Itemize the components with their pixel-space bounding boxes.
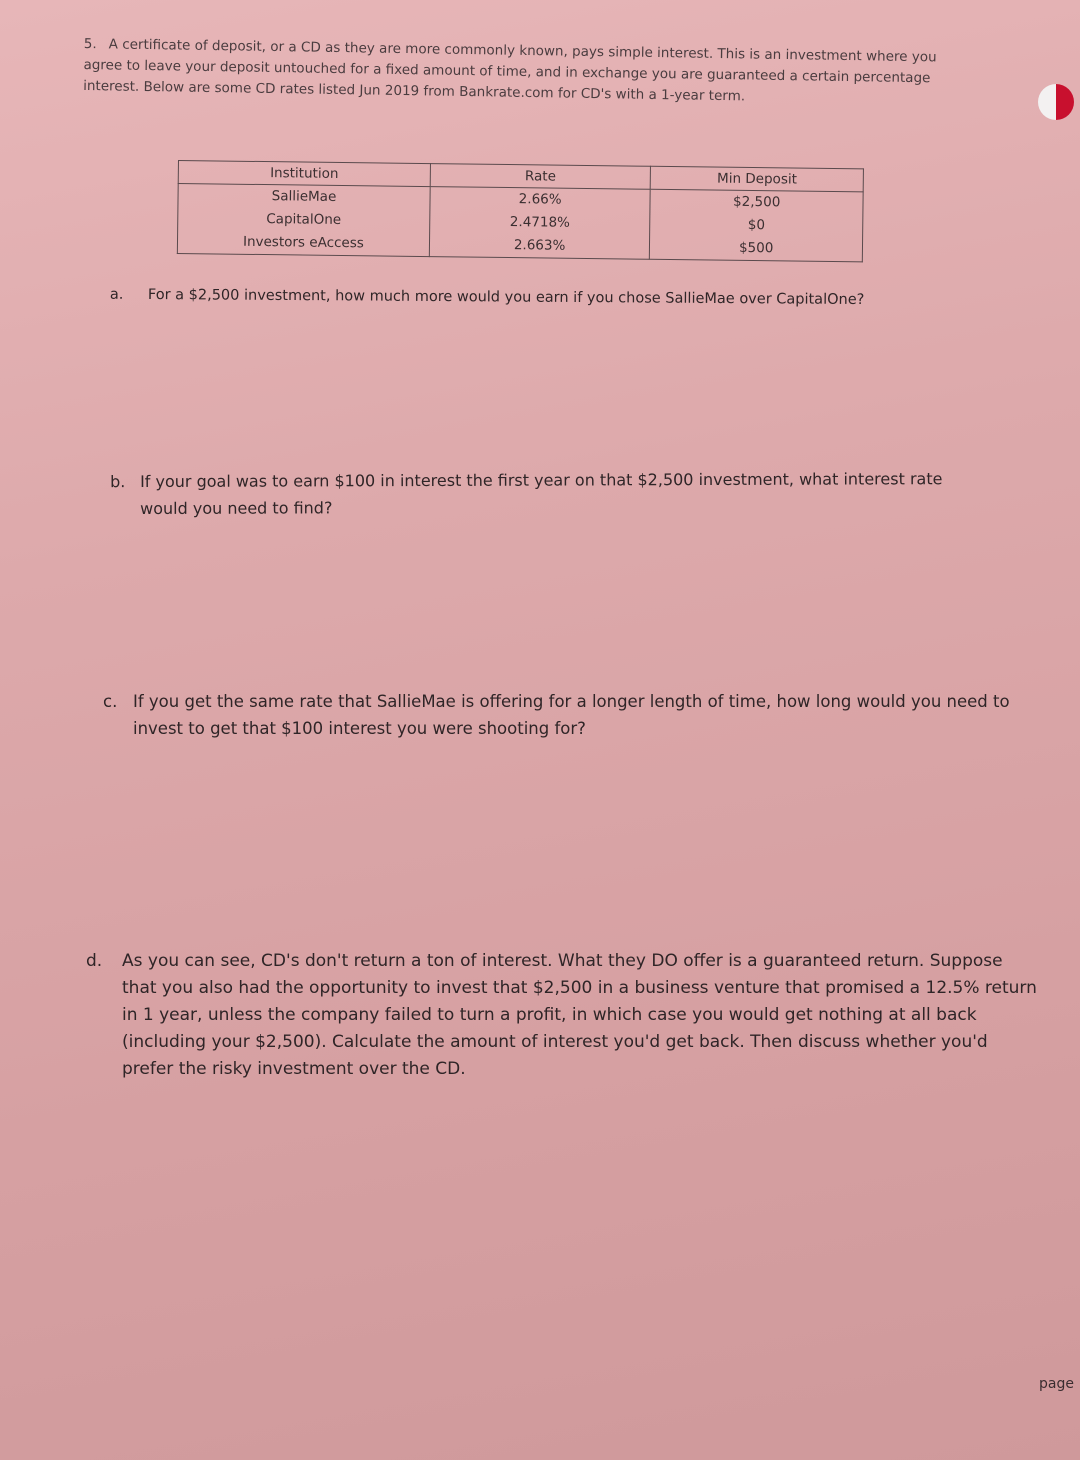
question-label: c. — [103, 692, 118, 711]
question-label: a. — [109, 286, 124, 303]
header-rate: Rate — [430, 164, 651, 190]
cd-rates-table — [177, 160, 864, 262]
problem-intro-text: A certificate of deposit, or a CD as they are more commonly known, pays simple interest. This is an investment where you agree to leave your deposit untouched for a fixed amount of time, and in exchange you are guaranteed a certain percentage interest. Below are some CD rates listed Jun 2019 from Bankrate.com for CD's with a 1-year term. — [83, 36, 937, 105]
table-cell: $0 — [747, 216, 766, 234]
table-cell: 2.4718% — [509, 214, 571, 231]
question-text: As you can see, CD's don't return a ton of interest. What they DO offer is a guaranteed return. Suppose that you also had the opportunity to invest that $2,500 in a business venture that promised a 12.5% return in 1 year, unless the company failed to turn a profit, in which case you would get nothing at all back (including your $2,500). Calculate the amount of interest you'd get back. Then discuss whether you'd prefer the risky investment over the CD. — [122, 951, 1037, 1079]
table-cell: Investors eAccess — [242, 233, 364, 252]
question-text: For a $2,500 investment, how much more would you earn if you chose SallieMae over CapitalOne? — [147, 286, 865, 309]
header-min-deposit: Min Deposit — [651, 166, 864, 192]
table-cell: $2,500 — [733, 193, 781, 211]
table-body-row — [177, 184, 863, 262]
rate-column — [429, 187, 650, 260]
problem-intro — [83, 34, 964, 111]
min-deposit-column — [650, 189, 863, 262]
table-cell: 2.66% — [518, 191, 562, 208]
question-label: b. — [110, 472, 126, 492]
institution-column — [177, 184, 430, 257]
question-label: d. — [86, 951, 103, 971]
table-cell: $500 — [738, 239, 774, 257]
question-a — [109, 282, 978, 315]
question-text: If you get the same rate that SallieMae is offering for a longer length of time, how long would you need to invest to get that $100 interest you were shooting for? — [133, 692, 1010, 738]
problem-number: 5. — [83, 35, 97, 53]
page-label: page — [1039, 1376, 1074, 1392]
pie-marker-icon — [1036, 82, 1076, 122]
table-cell: CapitalOne — [266, 211, 342, 228]
table-cell: SallieMae — [271, 188, 337, 205]
question-c — [103, 688, 1033, 742]
header-institution: Institution — [178, 161, 430, 187]
question-d — [86, 948, 1040, 1083]
question-text: If your goal was to earn $100 in interest the first year on that $2,500 investment, what interest rate would you need to find? — [140, 469, 943, 518]
question-b — [110, 465, 990, 522]
table-cell: 2.663% — [513, 237, 566, 254]
